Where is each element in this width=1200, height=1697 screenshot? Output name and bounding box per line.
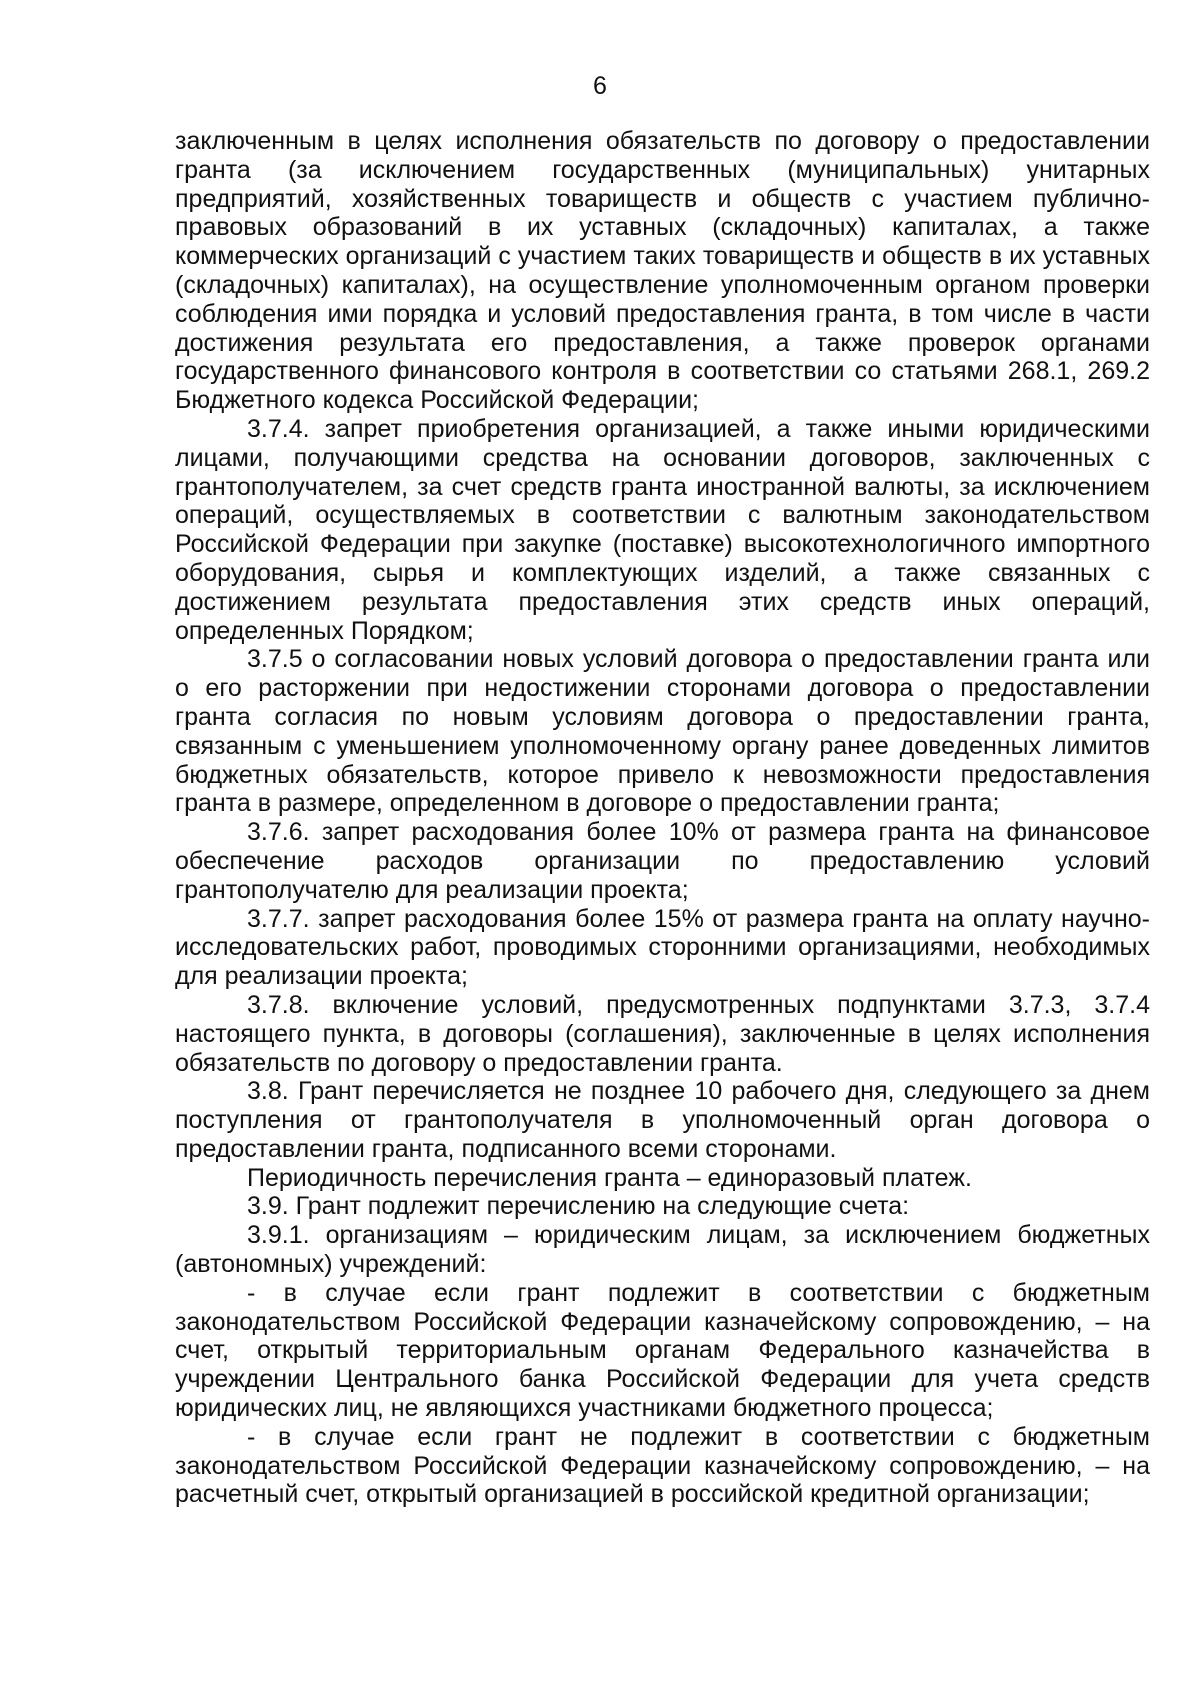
paragraph-3-7-5: 3.7.5 о согласовании новых условий договора о предоставлении гранта или о его расторжении при недостижении сторонами договора о предоставлении гранта согласия по новым условиям договора о предоставлении гранта, связанным с уменьшением уполномоченному органу ранее доведенных лимитов бюджетных обязательств, которое привело к невозможности предоставления гранта в размере, определенном в договоре о предоставлении гранта; xyxy=(175,645,1150,818)
paragraph-3-7-6: 3.7.6. запрет расходования более 10% от размера гранта на финансовое обеспечение расходов организации по предоставлению условий грантополучателю для реализации проекта; xyxy=(175,818,1150,904)
paragraph-3-7-7: 3.7.7. запрет расходования более 15% от размера гранта на оплату научно-исследовательских работ, проводимых сторонними организациями, необходимых для реализации проекта; xyxy=(175,904,1150,991)
paragraph-3-7-8: 3.7.8. включение условий, предусмотренных подпунктами 3.7.3, 3.7.4 настоящего пункта, в договоры (соглашения), заключенные в целях исполнения обязательств по договору о предоставлении гранта. xyxy=(175,990,1150,1077)
document-body xyxy=(175,127,1150,1509)
paragraph-3-7-4: 3.7.4. запрет приобретения организацией, а также иными юридическими лицами, получающими средства на основании договоров, заключенных с грантополучателем, за счет средств гранта иностранной валюты, за исключением операций, осуществляемых в соответствии с валютным законодательством Российской Федерации при закупке (поставке) высокотехнологичного импортного оборудования, сырья и комплектующих изделий, а также связанных с достижением результата предоставления этих средств иных операций, определенных Порядком; xyxy=(175,414,1150,645)
paragraph-continuation: заключенным в целях исполнения обязательств по договору о предоставлении гранта (за исключением государственных (муниципальных) унитарных предприятий, хозяйственных товариществ и обществ с участием публично-правовых образований в их уставных (складочных) капиталах, а также коммерческих организаций с участием таких товариществ и обществ в их уставных (складочных) капиталах), на осуществление уполномоченным органом проверки соблюдения ими порядка и условий предоставления гранта, в том числе в части достижения результата его предоставления, а также проверок органами государственного финансового контроля в соответствии со статьями 268.1, 269.2 Бюджетного кодекса Российской Федерации; xyxy=(175,127,1150,415)
page-number: 6 xyxy=(593,72,607,100)
paragraph-3-9-1: 3.9.1. организациям – юридическим лицам, за исключением бюджетных (автономных) учреждений: xyxy=(175,1221,1150,1279)
paragraph-3-8: 3.8. Грант перечисляется не позднее 10 рабочего дня, следующего за днем поступления от грантополучателя в уполномоченный орган договора о предоставлении гранта, подписанного всеми сторонами. xyxy=(175,1077,1150,1163)
paragraph-bullet-treasury: - в случае если грант подлежит в соответствии с бюджетным законодательством Российской Федерации казначейскому сопровождению, – на счет, открытый территориальным органам Федерального казначейства в учреждении Центрального банка Российской Федерации для учета средств юридических лиц, не являющихся участниками бюджетного процесса; xyxy=(175,1278,1150,1423)
paragraph-bullet-bank-account: - в случае если грант не подлежит в соответствии с бюджетным законодательством Российской Федерации казначейскому сопровождению, – на расчетный счет, открытый организацией в российской кредитной организации; xyxy=(175,1422,1150,1509)
paragraph-3-9: 3.9. Грант подлежит перечислению на следующие счета: xyxy=(247,1192,910,1221)
paragraph-payment-frequency: Периодичность перечисления гранта – единоразовый платеж. xyxy=(247,1163,972,1192)
